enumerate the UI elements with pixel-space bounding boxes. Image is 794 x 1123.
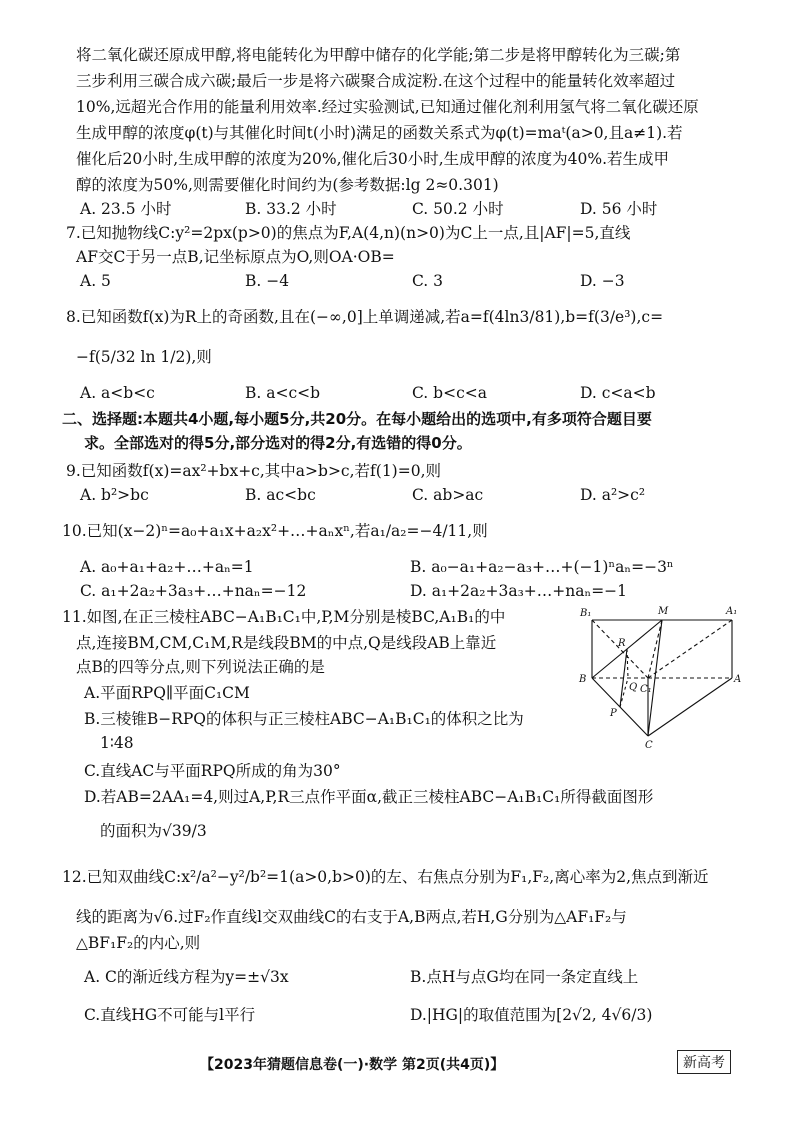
fig-label-p: P: [610, 708, 617, 719]
q12-option-a: A. C的渐近线方程为y=±√3x: [84, 968, 289, 986]
fig-label-r: R: [618, 638, 626, 649]
q6-text-line: 将二氧化碳还原成甲醇,将电能转化为甲醇中储存的化学能;第二步是将甲醇转化为三碳;第: [76, 46, 681, 64]
q6-option-d: D. 56 小时: [580, 200, 658, 218]
q10-options-row1: [80, 556, 736, 578]
fig-label-m: M: [658, 606, 669, 617]
q7-option-b: B. −4: [245, 272, 290, 290]
q10-option-a: A. a₀+a₁+a₂+…+aₙ=1: [80, 558, 254, 576]
section-heading: 二、选择题:本题共4小题,每小题5分,共20分。在每小题给出的选项中,有多项符合题目要: [62, 410, 652, 428]
q11-option-d-cont: 的面积为√39/3: [100, 822, 207, 840]
q9-option-b: B. ac<bc: [245, 486, 316, 504]
q7-text-line: 7.已知抛物线C:y²=2px(p>0)的焦点为F,A(4,n)(n>0)为C上一点,且|AF|=5,直线: [66, 224, 631, 242]
q6-options: [80, 198, 736, 220]
q7-option-c: C. 3: [412, 272, 444, 290]
q7-option-a: A. 5: [80, 272, 111, 290]
q11-text-line: 11.如图,在正三棱柱ABC−A₁B₁C₁中,P,M分别是棱BC,A₁B₁的中: [62, 608, 506, 626]
edition-badge: 新高考: [677, 1050, 731, 1074]
q11-option-a: A.平面RPQ∥平面C₁CM: [84, 684, 250, 702]
q10-option-c: C. a₁+2a₂+3a₃+…+naₙ=−12: [80, 582, 307, 600]
q9-text-line: 9.已知函数f(x)=ax²+bx+c,其中a>b>c,若f(1)=0,则: [66, 462, 442, 480]
fig-label-b: B: [579, 674, 587, 685]
q12-text-line: △BF₁F₂的内心,则: [76, 934, 201, 952]
q9-option-d: D. a²>c²: [580, 486, 646, 504]
q11-option-d: D.若AB=2AA₁=4,则过A,P,R三点作平面α,截正三棱柱ABC−A₁B₁C₁所得截面图形: [84, 788, 654, 806]
page-footer: 【2023年猜题信息卷(一)·数学 第2页(共4页)】: [200, 1057, 505, 1073]
q9-options: [80, 484, 736, 506]
q10-options-row2: [80, 580, 736, 602]
q6-text-line: 醇的浓度为50%,则需要催化时间约为(参考数据:lg 2≈0.301): [76, 176, 499, 194]
q8-option-d: D. c<a<b: [580, 384, 656, 402]
q6-option-c: C. 50.2 小时: [412, 200, 504, 218]
section-heading-cont: 求。全部选对的得5分,部分选对的得2分,有选错的得0分。: [84, 434, 472, 452]
q11-option-c: C.直线AC与平面RPQ所成的角为30°: [84, 762, 341, 780]
q6-text-line: 10%,远超光合作用的能量利用效率.经过实验测试,已知通过催化剂利用氢气将二氧化碳还原: [76, 98, 699, 116]
q10-option-b: B. a₀−a₁+a₂−a₃+…+(−1)ⁿaₙ=−3ⁿ: [410, 558, 674, 576]
fig-label-b1: B₁: [580, 608, 592, 619]
q7-options: [80, 270, 736, 292]
q6-text-line: 催化后20小时,生成甲醇的浓度为20%,催化后30小时,生成甲醇的浓度为40%.若生成甲: [76, 150, 670, 168]
q6-option-a: A. 23.5 小时: [80, 200, 172, 218]
q8-option-c: C. b<c<a: [412, 384, 487, 402]
q8-option-a: A. a<b<c: [80, 384, 155, 402]
q7-text-line: AF交C于另一点B,记坐标原点为O,则OA·OB=: [76, 248, 395, 266]
prism-figure: [576, 602, 746, 752]
fig-label-a1: A₁: [726, 606, 738, 617]
q6-option-b: B. 33.2 小时: [245, 200, 337, 218]
q6-text-line: 生成甲醇的浓度φ(t)与其催化时间t(小时)满足的函数关系式为φ(t)=maᵗ(a>0,且a≠1).若: [76, 124, 683, 142]
q12-option-b: B.点H与点G均在同一条定直线上: [410, 968, 639, 986]
q12-text-line: 线的距离为√6.过F₂作直线l交双曲线C的右支于A,B两点,若H,G分别为△AF₁F₂与: [76, 908, 627, 926]
q12-text-line: 12.已知双曲线C:x²/a²−y²/b²=1(a>0,b>0)的左、右焦点分别为F₁,F₂,离心率为2,焦点到渐近: [62, 868, 709, 886]
q12-option-d: D.|HG|的取值范围为[2√2, 4√6/3): [410, 1006, 653, 1024]
q11-option-b-cont: 1∶48: [100, 734, 134, 752]
q11-text-line: 点,连接BM,CM,C₁M,R是线段BM的中点,Q是线段AB上靠近: [76, 634, 497, 652]
q10-text-line: 10.已知(x−2)ⁿ=a₀+a₁x+a₂x²+…+aₙxⁿ,若a₁/a₂=−4/11,则: [62, 522, 488, 540]
q7-option-d: D. −3: [580, 272, 625, 290]
q11-text-line: 点B的四等分点,则下列说法正确的是: [76, 658, 325, 676]
q6-text-line: 三步利用三碳合成六碳;最后一步是将六碳聚合成淀粉.在这个过程中的能量转化效率超过: [76, 72, 676, 90]
fig-label-q: Q: [629, 682, 638, 693]
q10-option-d: D. a₁+2a₂+3a₃+…+naₙ=−1: [410, 582, 628, 600]
q9-option-c: C. ab>ac: [412, 486, 484, 504]
fig-label-a: A: [734, 674, 742, 685]
q8-options: [80, 382, 736, 404]
q12-options-row1: [80, 966, 736, 988]
q12-options-row2: [80, 1004, 736, 1026]
q11-option-b: B.三棱锥B−RPQ的体积与正三棱柱ABC−A₁B₁C₁的体积之比为: [84, 710, 524, 728]
q8-text-line: 8.已知函数f(x)为R上的奇函数,且在(−∞,0]上单调递减,若a=f(4ln3/81),b=f(3/e³),c=: [66, 308, 664, 326]
q8-text-line: −f(5/32 ln 1/2),则: [76, 348, 212, 366]
fig-label-c: C: [645, 740, 653, 751]
q8-option-b: B. a<c<b: [245, 384, 321, 402]
fig-label-c1: C₁: [640, 684, 652, 695]
q12-option-c: C.直线HG不可能与l平行: [84, 1006, 256, 1024]
q9-option-a: A. b²>bc: [80, 486, 149, 504]
